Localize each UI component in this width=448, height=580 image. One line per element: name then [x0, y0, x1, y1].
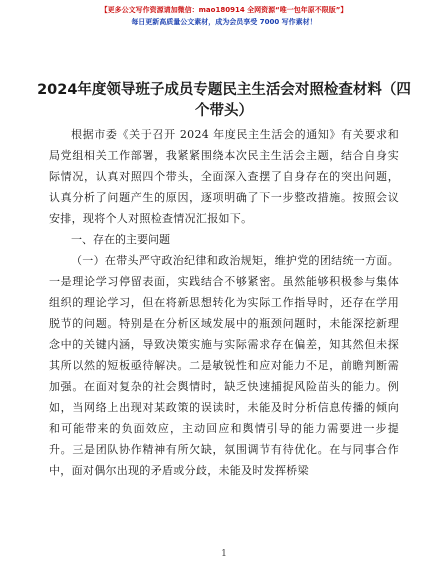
promo-banner — [0, 4, 448, 28]
page-number: 1 — [221, 549, 227, 559]
document-body — [49, 124, 399, 481]
section-heading: 一、存在的主要问题 — [71, 233, 170, 246]
intro-paragraph: 根据市委《关于召开 2024 年度民主生活会的通知》有关要求和局党组相关工作部署，我紧紧围绕本次民主生活会主题，结合自身实际情况，认真对照四个带头，全面深入查摆了自身存在的突出问题，认真分析了问题产生的原因，逐项明确了下一步整改措施。按照会议安排，现将个人对照检查情况汇报如下。 — [49, 128, 399, 225]
document-title: 2024年度领导班子成员专题民主生活会对照检查材料（四个带头） — [37, 82, 411, 119]
promo-banner-line2: 每日更新高质量公文素材，成为会员享受 7000 写作素材！ — [131, 18, 317, 26]
promo-banner-line1: 【更多公文写作资源请加微信：mao180914 全网资源“唯一包年原不限版”】 — [100, 6, 348, 14]
section-paragraph: （一）在带头严守政治纪律和政治规矩，维护党的团结统一方面。一是理论学习停留表面，实践结合不够紧密。虽然能够积极参与集体组织的理论学习，但在将新思想转化为实际工作指导时，还存在学用脱节的问题。特别是在分析区域发展中的瓶颈问题时，未能深挖新理念中的关键内涵，导致决策实施与实际需求存在偏差，知其然但未探其所以然的短板亟待解决。二是敏锐性和应对能力不足，前瞻判断需加强。在面对复杂的社会舆情时，缺乏快速捕捉风险苗头的能力。例如，当网络上出现对某政策的误读时，未能及时分析信息传播的倾向和可能带来的负面效应，主动回应和舆情引导的能力需要进一步提升。三是团队协作精神有所欠缺，氛围调节有待优化。在与同事合作中，面对偶尔出现的矛盾或分歧，未能及时发挥桥梁 — [49, 254, 399, 477]
